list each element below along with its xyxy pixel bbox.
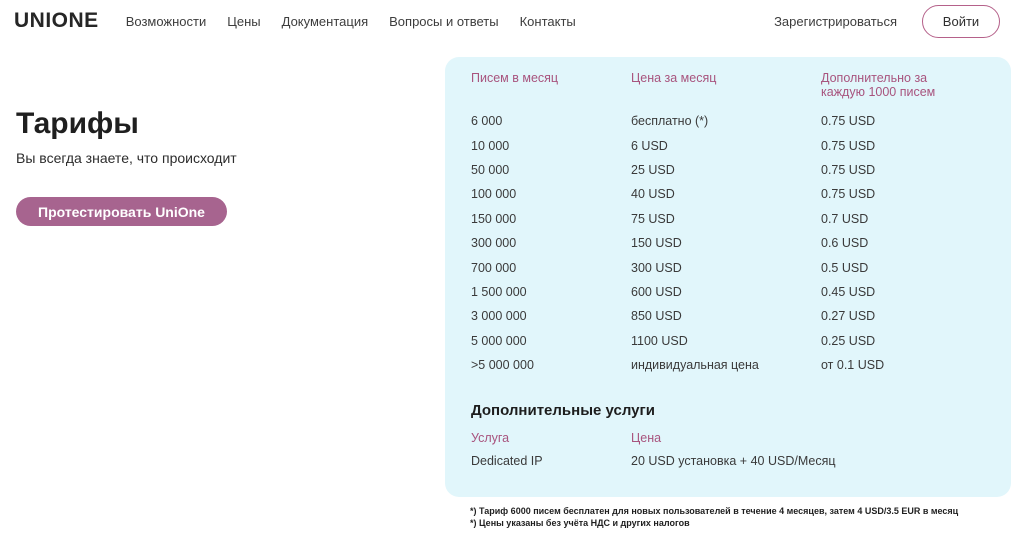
service-row — [471, 454, 991, 468]
cell-price: 300 USD — [631, 260, 682, 275]
services-table-body — [471, 454, 991, 468]
cell-price: 40 USD — [631, 187, 675, 202]
cell-emails: 3 000 000 — [471, 309, 527, 324]
additional-services-title: Дополнительные услуги — [471, 402, 655, 420]
cell-service: Dedicated IP — [471, 454, 543, 469]
logo[interactable]: UNIONE — [14, 9, 99, 32]
main-nav — [126, 14, 576, 29]
cell-price: 1100 USD — [631, 333, 688, 348]
cell-emails: 10 000 — [471, 138, 510, 153]
table-row — [471, 133, 991, 157]
cell-emails: 150 000 — [471, 211, 517, 226]
footnote-free-tier: *) Тариф 6000 писем бесплатен для новых пользователей в течение 4 месяцев, затем 4 USD/3.5 EUR в месяц — [470, 506, 959, 516]
page-title: Тарифы — [16, 107, 139, 140]
cell-extra: 0.27 USD — [821, 309, 876, 324]
cell-price: 75 USD — [631, 211, 675, 226]
table-row — [471, 304, 991, 328]
cell-emails: 5 000 000 — [471, 333, 527, 348]
table-row — [471, 329, 991, 353]
header-emails-per-month: Писем в месяц — [471, 71, 559, 85]
page-subtitle: Вы всегда знаете, что происходит — [16, 150, 237, 166]
table-row — [471, 255, 991, 279]
pricing-table-body — [471, 109, 991, 377]
cell-emails: >5 000 000 — [471, 358, 534, 373]
nav-right — [774, 5, 1000, 38]
nav-item-4[interactable]: Вопросы и ответы — [389, 13, 499, 29]
cell-emails: 700 000 — [471, 260, 517, 275]
cell-price: 25 USD — [631, 162, 675, 177]
cell-extra: 0.75 USD — [821, 138, 876, 153]
cell-price: 600 USD — [631, 284, 682, 299]
table-row — [471, 280, 991, 304]
cell-emails: 1 500 000 — [471, 284, 527, 299]
cell-price: 20 USD установка + 40 USD/Месяц — [631, 454, 836, 469]
hero-section — [16, 106, 416, 226]
cell-extra: 0.75 USD — [821, 187, 876, 202]
pricing-table-header — [471, 71, 991, 99]
cell-extra: 0.5 USD — [821, 260, 869, 275]
footnotes — [470, 506, 958, 529]
cell-extra: 0.6 USD — [821, 236, 869, 251]
cell-extra: 0.25 USD — [821, 333, 876, 348]
top-nav — [0, 0, 1024, 42]
cell-extra: 0.45 USD — [821, 284, 876, 299]
register-link[interactable]: Зарегистрироваться — [774, 13, 897, 29]
pricing-panel — [445, 57, 1011, 497]
footnote-vat: *) Цены указаны без учёта НДС и других налогов — [470, 517, 690, 528]
header-service-price: Цена — [631, 431, 662, 446]
table-row — [471, 353, 991, 377]
cell-emails: 6 000 — [471, 114, 503, 129]
cell-price: 150 USD — [631, 236, 682, 251]
cell-price: индивидуальная цена — [631, 358, 759, 373]
cell-extra: 0.75 USD — [821, 114, 876, 129]
cell-emails: 300 000 — [471, 236, 517, 251]
header-extra-per-1000: Дополнительно за каждую 1000 писем — [821, 71, 936, 99]
nav-item-3[interactable]: Документация — [281, 13, 369, 29]
header-price-per-month: Цена за месяц — [631, 71, 717, 85]
cell-extra: 0.75 USD — [821, 162, 876, 177]
header-service: Услуга — [471, 431, 510, 446]
table-row — [471, 158, 991, 182]
table-row — [471, 231, 991, 255]
test-unione-button[interactable]: Протестировать UniOne — [16, 197, 227, 226]
table-row — [471, 109, 991, 133]
cell-price: 850 USD — [631, 309, 682, 324]
nav-item-5[interactable]: Контакты — [519, 13, 576, 29]
nav-item-2[interactable]: Цены — [227, 13, 261, 29]
table-row — [471, 182, 991, 206]
cell-extra: 0.7 USD — [821, 211, 869, 226]
nav-item-1[interactable]: Возможности — [125, 13, 207, 29]
cell-price: бесплатно (*) — [631, 114, 709, 129]
login-button[interactable]: Войти — [922, 5, 1000, 38]
cell-emails: 100 000 — [471, 187, 517, 202]
cell-emails: 50 000 — [471, 162, 510, 177]
services-table-header — [471, 431, 991, 445]
table-row — [471, 207, 991, 231]
cell-extra: от 0.1 USD — [821, 358, 885, 373]
cell-price: 6 USD — [631, 138, 668, 153]
